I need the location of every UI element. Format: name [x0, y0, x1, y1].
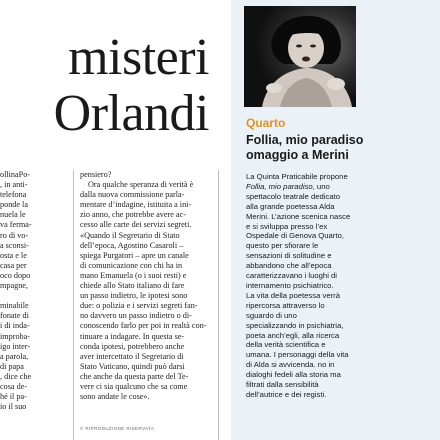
column-divider — [218, 170, 219, 440]
sidebar-line: di Alda si avvicenda. no in — [246, 360, 335, 370]
sidebar-body — [246, 172, 386, 400]
column-line: dalla nuova commissione parla- — [80, 190, 185, 200]
column-line — [0, 291, 66, 301]
column-line: Stato Vaticano, quindi può darsi — [80, 361, 185, 371]
column-line: Ora qualche speranza di verità è — [88, 180, 194, 190]
sidebar-title-line: Follia, mio paradiso — [246, 133, 364, 147]
article-column-1 — [0, 170, 66, 440]
column-line: cesso alle carte dei servizi segreti. — [80, 220, 192, 230]
column-line: conoscendo farlo per poi in realtà con- — [80, 321, 207, 331]
sidebar-line: caratterizzavano i luoghi di — [246, 271, 338, 281]
column-line: oco dopo — [0, 270, 31, 280]
column-line: mentare d’indagine, istituita a ini- — [80, 200, 192, 210]
sidebar-line: alla grande poetessa Alda — [246, 201, 335, 211]
copyright-notice: © RIPRODUZIONE RISERVATA — [80, 426, 155, 431]
sidebar-line: filtrati dalla sensibilità — [246, 380, 319, 390]
column-line: zio anno, che potrebbe avere ac- — [80, 210, 186, 220]
sidebar-line: poeta anch’egli, alla ricerca — [246, 330, 340, 340]
sidebar-line: dialoghi fedeli alla storia ma — [246, 370, 341, 380]
sidebar-line: dell’autrice e dei registi. — [246, 389, 327, 399]
column-line: mpagne, — [0, 281, 28, 291]
sidebar-line: internamento psichiatrico. — [246, 280, 334, 290]
sidebar-line: abbandono che all’epoca — [246, 261, 332, 271]
column-line: pensiero? — [80, 170, 112, 179]
column-line: ollinaPo- — [0, 170, 31, 179]
column-line: a parola, — [0, 351, 29, 361]
column-line: io il suo — [0, 402, 27, 412]
column-line: va ferma- — [0, 220, 32, 230]
column-line: improba- — [0, 331, 31, 341]
column-line: igo inter- — [0, 341, 31, 351]
column-line: aver intercettato il Segretario di — [80, 351, 184, 361]
column-line: no davvero un passo indietro o di- — [80, 311, 192, 321]
column-line: spiega Purgatori – apre un canale — [80, 250, 189, 260]
column-line: nuela le — [0, 210, 26, 220]
column-line: ponde la — [0, 200, 28, 210]
column-line: di papa — [0, 361, 24, 371]
sidebar-kicker: Quarto — [246, 116, 286, 130]
sidebar-line: sensazioni di solitudine e — [246, 251, 332, 261]
theatre-photo — [244, 6, 356, 107]
column-line: chiede allo Stato italiano di fare — [80, 281, 185, 291]
headline-line-2: Orlandi — [53, 85, 209, 142]
column-divider — [73, 170, 74, 440]
sidebar-line: umana. I personaggi della vita — [246, 350, 349, 360]
sidebar-line: sguardo di uno — [246, 310, 297, 320]
column-line: , dice che — [0, 371, 32, 381]
column-line: ro di vo- — [0, 230, 29, 240]
sidebar-line: Follia, mio paradiso, uno — [246, 181, 330, 191]
sidebar-line: specializzando in psichiatria, — [246, 320, 344, 330]
column-line: sono andate le cose». — [80, 392, 150, 402]
column-line: casa per — [0, 260, 27, 270]
sidebar-title — [246, 133, 376, 163]
sidebar-line: La vita della poetessa verrà — [246, 290, 341, 300]
column-line: minabile — [0, 301, 29, 311]
column-line: di comunicazione con chi ha in — [80, 260, 183, 270]
headline-line-1: misteri — [68, 30, 209, 86]
column-line: cosa de- — [0, 381, 28, 391]
article-column-2 — [80, 170, 214, 440]
column-line: vere ci sia qualcuno che sa come — [80, 381, 188, 391]
sidebar-line: questo per sfiorare le — [246, 241, 319, 251]
column-line: tinuare a indagare. In questa se- — [80, 331, 185, 341]
sidebar-line: spettacolo teatrale dedicato — [246, 191, 341, 201]
column-line: telefona — [0, 190, 27, 200]
column-line: dell’epoca, Agostino Casaroli – — [80, 240, 184, 250]
column-line: due: o polizia e i servizi segreti fan- — [80, 301, 198, 311]
sidebar-line: della verità scientifica e — [246, 340, 326, 350]
column-line: un passo indietro, le ipotesi sono — [80, 291, 188, 301]
performer-image — [244, 6, 356, 107]
article-headline — [0, 30, 215, 142]
column-line: hé il pa- — [0, 392, 27, 402]
sidebar-line: ripercorsa attraverso lo — [246, 300, 325, 310]
sidebar-line: Merini. L’azione scenica nasce — [246, 211, 351, 221]
column-line: a sconsi- — [0, 240, 29, 250]
column-line: mano Emanuela (o i suoi resti) e — [80, 270, 187, 280]
column-line: osta e le — [0, 250, 27, 260]
column-line: che anche da questa parte del Te- — [80, 371, 189, 381]
column-line: , in anti- — [0, 180, 28, 190]
sidebar-line: La Quinta Praticabile propone — [246, 172, 348, 181]
column-line: «Quando il Segretario di Stato — [80, 230, 180, 240]
sidebar-line: Ospedale di Genova Quarto, — [246, 231, 344, 241]
sidebar-line: e si sviluppa presso l’ex — [246, 221, 328, 231]
sidebar-title-line: omaggio a Merini — [246, 148, 349, 162]
column-line: fonate di — [0, 311, 29, 321]
column-line: i di inda- — [0, 321, 30, 331]
column-line: conda ipotesi, potrebbero anche — [80, 341, 185, 351]
play-title: Follia, mio paradiso — [246, 181, 313, 191]
